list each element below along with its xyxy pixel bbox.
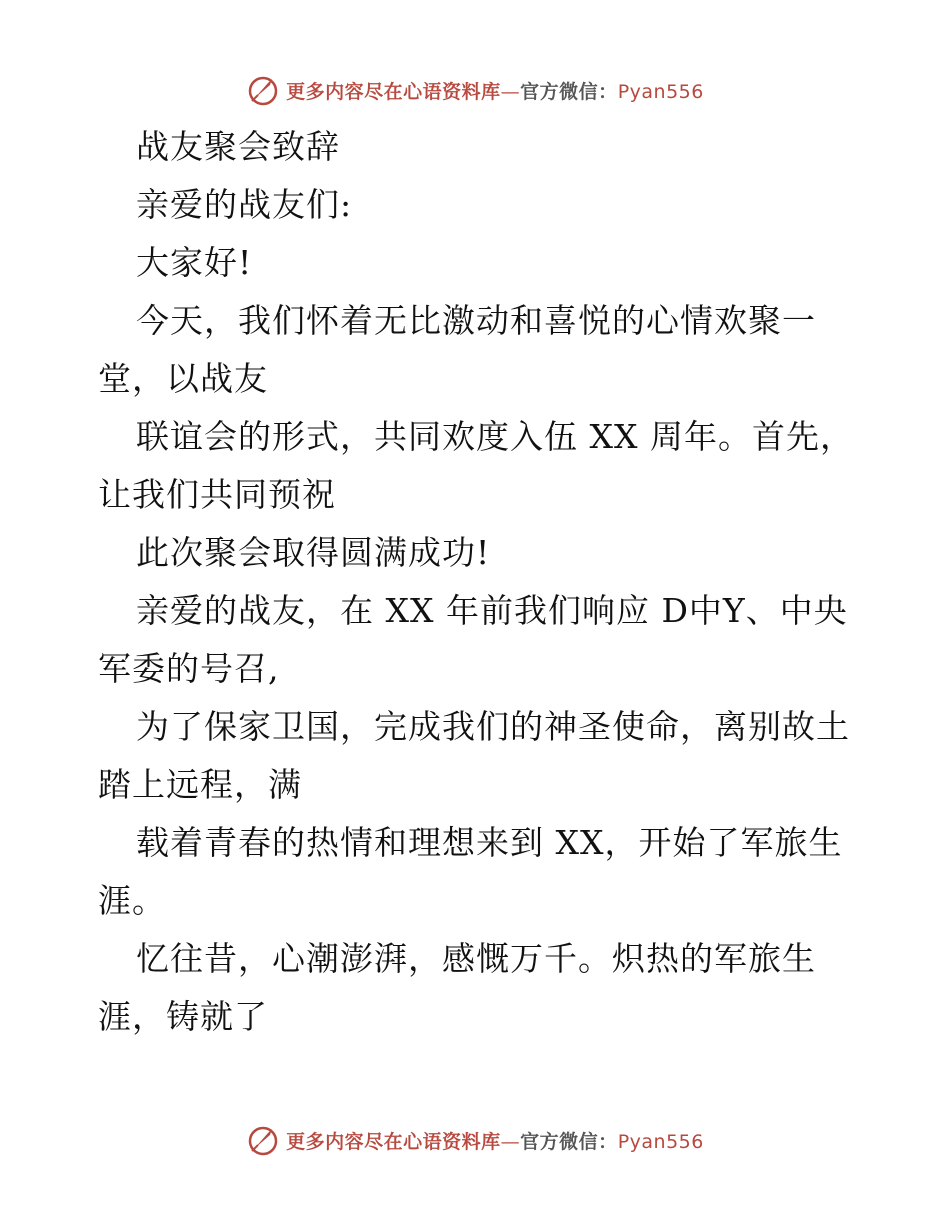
- text-line: 战友聚会致辞: [136, 127, 340, 166]
- text-line: 亲爱的战友们:: [136, 185, 353, 224]
- footer-banner-dash: —: [500, 1130, 521, 1153]
- text-line: 载着青春的热情和理想来到 XX，开始了军旅生: [136, 823, 843, 862]
- quill-pen-logo-icon: [246, 73, 280, 107]
- footer-banner-text: [286, 1127, 704, 1154]
- text-line: 涯，铸就了: [98, 997, 268, 1036]
- footer-banner-label: 官方微信：: [520, 1130, 618, 1153]
- text-line: 亲爱的战友，在 XX 年前我们响应 D中Y、中央: [136, 591, 848, 630]
- header-banner-label: 官方微信：: [520, 80, 618, 103]
- header-banner-text: [286, 77, 704, 104]
- quill-pen-logo-icon: [246, 1123, 280, 1157]
- footer-banner-prefix: 更多内容尽在心语资料库: [286, 1130, 501, 1153]
- text-line: 军委的号召,: [98, 649, 280, 688]
- header-banner-dash: —: [500, 80, 521, 103]
- text-line: 此次聚会取得圆满成功!: [136, 533, 491, 572]
- text-line: 让我们共同预祝: [98, 475, 336, 514]
- text-line: 堂，以战友: [98, 359, 268, 398]
- text-line: 联谊会的形式，共同欢度入伍 XX 周年。首先，: [136, 417, 854, 456]
- footer-banner: [0, 1120, 950, 1160]
- text-line: 大家好!: [136, 243, 253, 282]
- text-line: 忆往昔，心潮澎湃，感慨万千。炽热的军旅生: [136, 939, 816, 978]
- header-banner-id: Pyan556: [617, 80, 704, 103]
- text-line: 踏上远程，满: [98, 765, 302, 804]
- header-banner-prefix: 更多内容尽在心语资料库: [286, 80, 501, 103]
- footer-banner-id: Pyan556: [617, 1130, 704, 1153]
- text-line: 涯。: [98, 881, 166, 920]
- text-line: 今天，我们怀着无比激动和喜悦的心情欢聚一: [136, 301, 816, 340]
- header-banner: [0, 70, 950, 110]
- document-body: [98, 118, 858, 1046]
- text-line: 为了保家卫国，完成我们的神圣使命，离别故土: [136, 707, 850, 746]
